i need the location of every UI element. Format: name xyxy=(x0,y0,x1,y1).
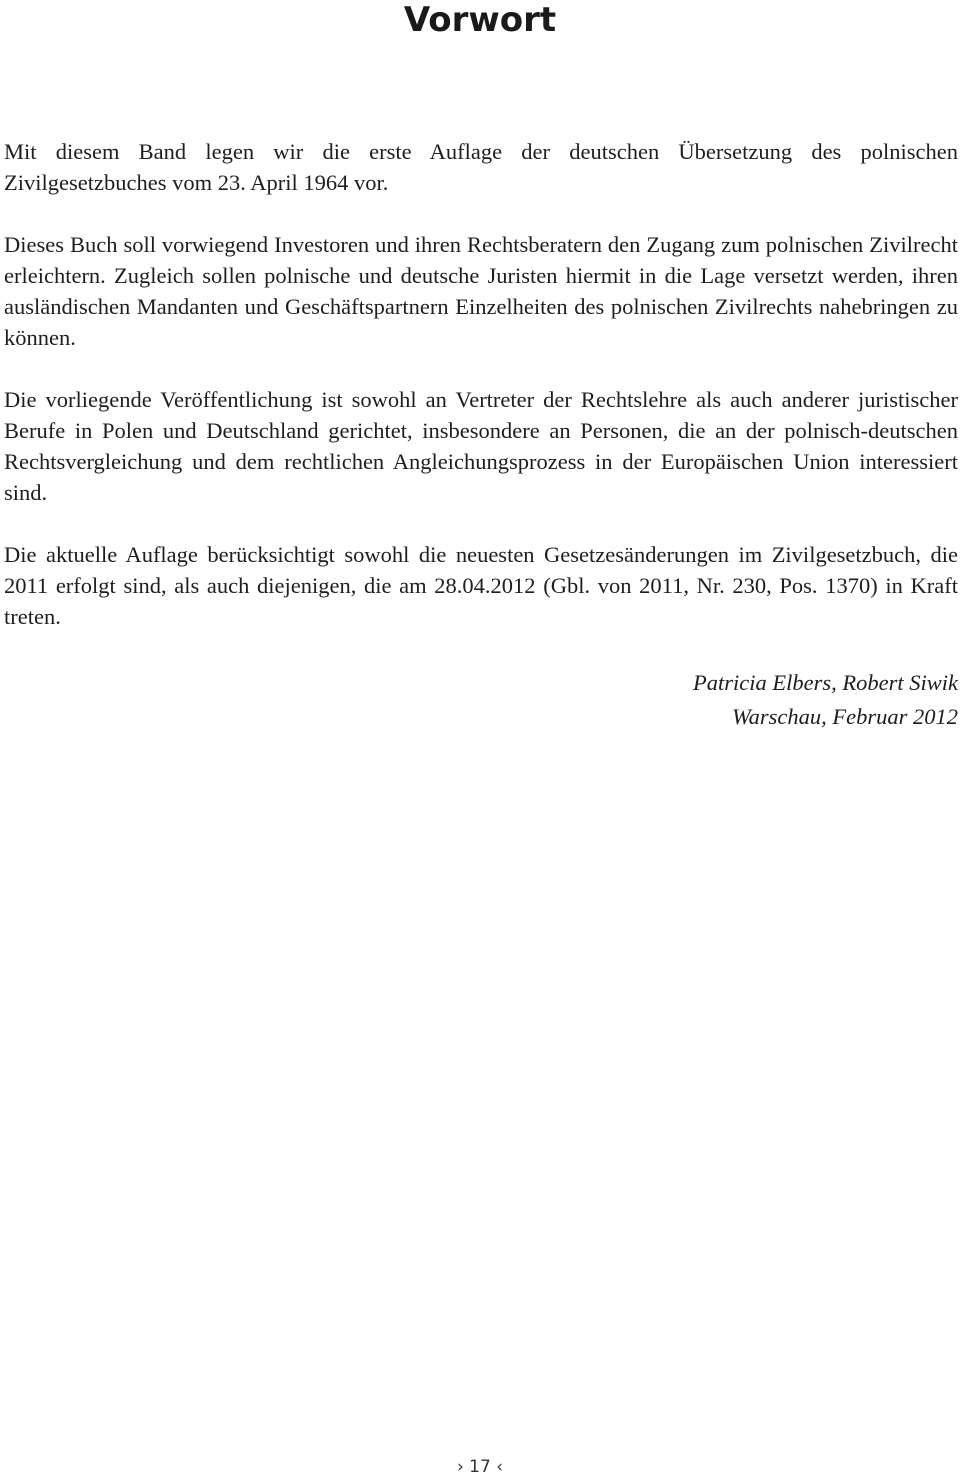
signature-place-date: Warschau, Februar 2012 xyxy=(731,704,958,729)
signature-block xyxy=(693,666,958,734)
paragraph-3: Die vorliegende Veröffentlichung ist sowohl an Vertreter der Rechtslehre als auch anderer juristischer Berufe in Polen und Deutschland gerichtet, insbesondere an Personen, die an der polnisch-deutschen Rechtsvergleichung und dem rechtlichen Angleichungsprozess in der Europäischen Union interessiert sind. xyxy=(4,387,958,505)
page-number: › 17 ‹ xyxy=(456,1457,504,1477)
page-title: Vorwort xyxy=(403,0,557,40)
paragraph-1: Mit diesem Band legen wir die erste Auflage der deutschen Übersetzung des polnischen Zivilgesetzbuches vom 23. April 1964 vor. xyxy=(4,139,958,195)
paragraph-4: Die aktuelle Auflage berücksichtigt sowohl die neuesten Gesetzesänderungen im Zivilgesetzbuch, die 2011 erfolgt sind, als auch diejenigen, die am 28.04.2012 (Gbl. von 2011, Nr. 230, Pos. 1370) in Kraft treten. xyxy=(4,542,958,629)
paragraph-2: Dieses Buch soll vorwiegend Investoren und ihren Rechtsberatern den Zugang zum polnischen Zivilrecht erleichtern. Zugleich sollen polnische und deutsche Juristen hiermit in die Lage versetzt werden, ihren ausländischen Mandanten und Geschäftspartnern Einzelheiten des polnischen Zivilrechts nahebringen zu können. xyxy=(4,232,958,350)
foreword-body xyxy=(4,136,958,663)
signature-authors: Patricia Elbers, Robert Siwik xyxy=(693,670,958,695)
